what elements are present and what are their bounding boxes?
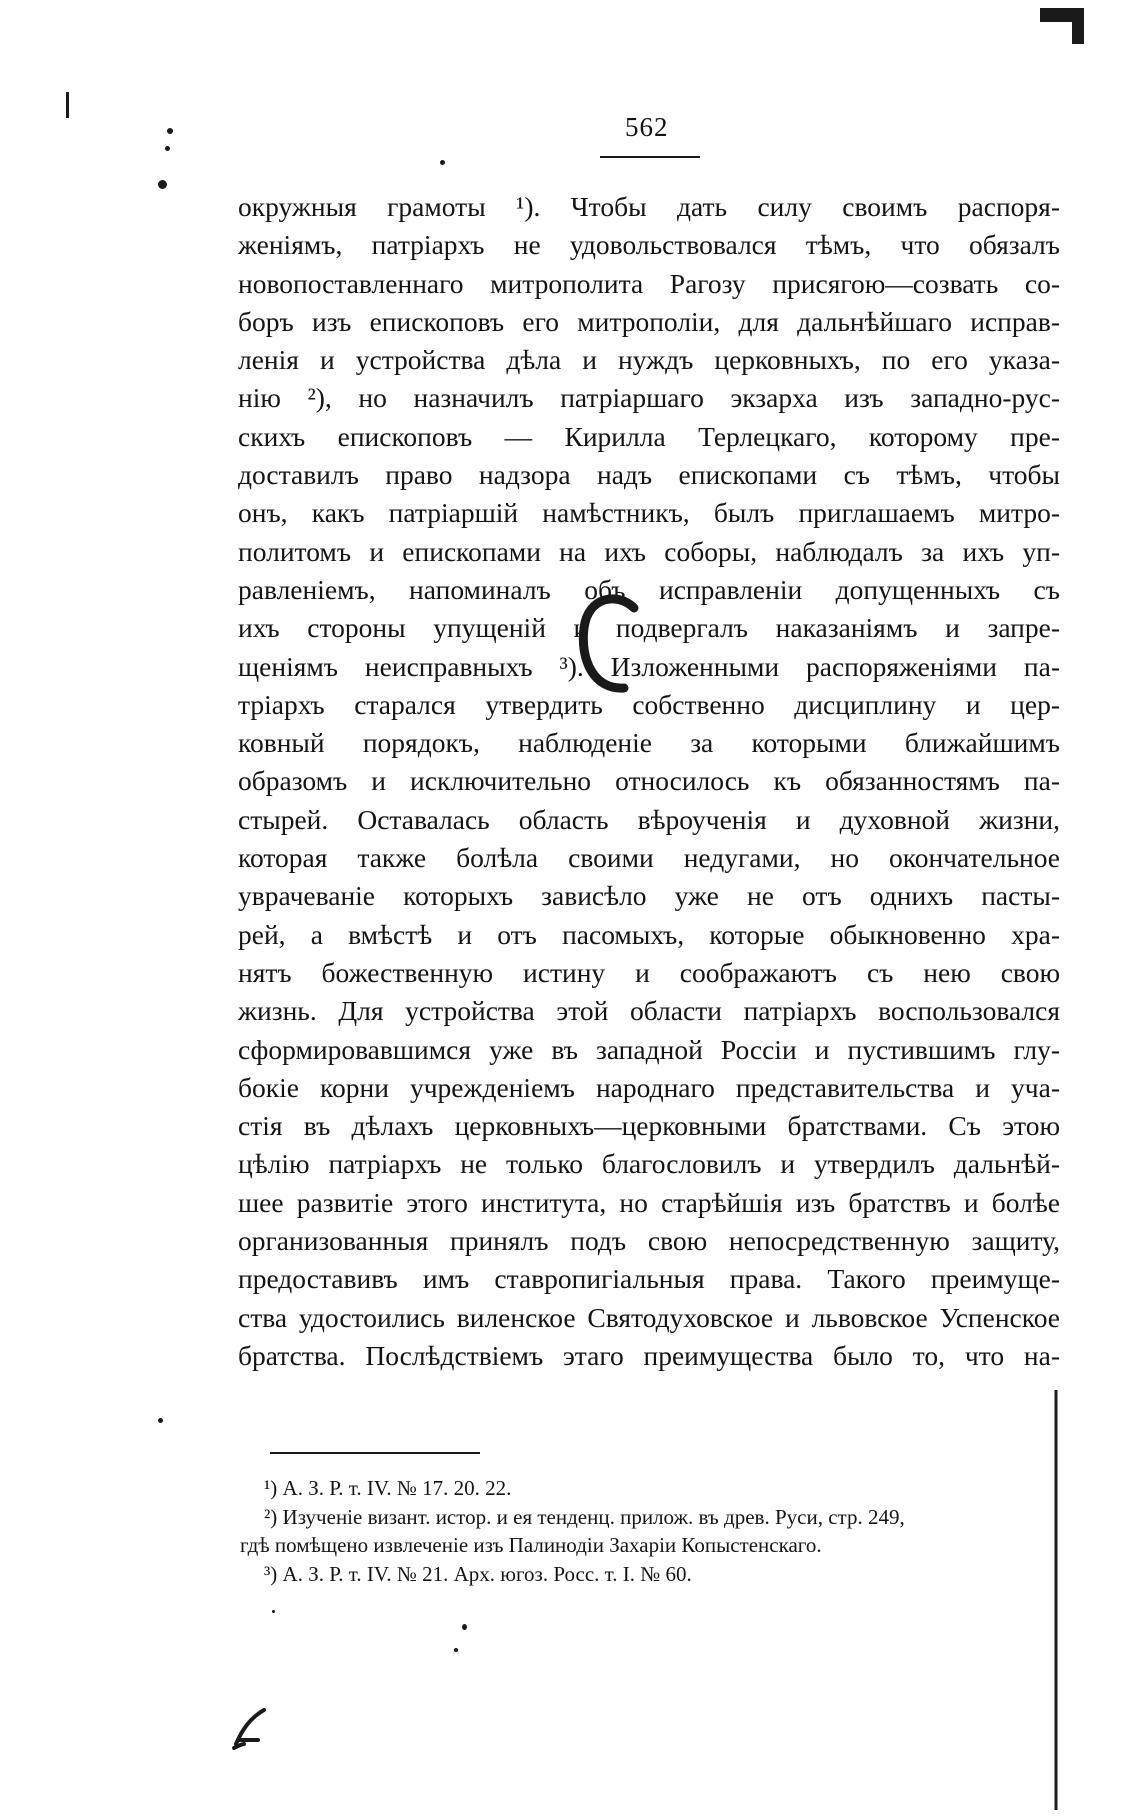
footnotes [240, 1474, 1060, 1588]
body-line: жизнь. Для устройства этой области патріархъ воспользовался [238, 995, 1060, 1027]
body-line: рей, а вмѣстѣ и отъ пасомыхъ, которые обыкновенно хра- [238, 918, 1060, 950]
body-line: щеніямъ неисправныхъ ³). Изложенными распоряженіями па- [238, 650, 1060, 682]
footnote-continuation: гдѣ помѣщено извлеченіе изъ Палинодіи Захаріи Копыстенскаго. [240, 1533, 822, 1557]
scan-corner-mark [1072, 14, 1084, 44]
scan-speck [272, 1610, 275, 1613]
body-line: онъ, какъ патріаршій намѣстникъ, былъ приглашаемъ митро- [238, 497, 1060, 529]
scan-stroke-mark [228, 1700, 278, 1752]
body-line: ства удостоились виленское Святодуховское и львовское Успенское [238, 1301, 1060, 1333]
scan-speck [165, 146, 170, 151]
footnote-rule [270, 1452, 480, 1454]
body-line: стія въ дѣлахъ церковныхъ—церковными братствами. Съ этою [238, 1110, 1060, 1142]
body-line: скихъ епископовъ — Кирилла Терлецкаго, которому пре- [238, 420, 1060, 452]
body-line: сформировавшимся уже въ западной Россіи и пустившимъ глу- [238, 1033, 1060, 1065]
body-line: боръ изъ епископовъ его митрополіи, для дальнѣйшаго исправ- [238, 305, 1060, 337]
scan-speck [158, 1418, 163, 1423]
body-line: которая также болѣла своими недугами, но окончательное [238, 842, 1060, 874]
scan-speck [454, 1648, 458, 1652]
body-line: бокіе корни учрежденіемъ народнаго представительства и уча- [238, 1071, 1060, 1103]
body-line: уврачеваніе которыхъ зависѣло уже не отъ однихъ пасты- [238, 880, 1060, 912]
body-line: доставилъ право надзора надъ епископами съ тѣмъ, чтобы [238, 459, 1060, 491]
body-line: политомъ и епископами на ихъ соборы, наблюдалъ за ихъ уп- [238, 535, 1060, 567]
body-line: окружныя грамоты ¹). Чтобы дать силу своимъ распоря- [238, 191, 1060, 222]
scan-speck [158, 180, 167, 189]
stamp-c-mark [574, 590, 644, 696]
scan-speck [440, 160, 445, 165]
body-line: нятъ божественную истину и соображаютъ съ нею свою [238, 956, 1060, 988]
body-line: образомъ и исключительно относилось къ обязанностямъ па- [238, 765, 1060, 797]
body-line: ковный порядокъ, наблюденіе за которыми ближайшимъ [238, 727, 1060, 759]
body-line: ленія и устройства дѣла и нуждъ церковныхъ, по его указа- [238, 344, 1060, 376]
body-line: шее развитіе этого института, но старѣйшія изъ братствъ и болѣе [238, 1186, 1060, 1218]
body-line: предоставивъ имъ ставропигіальныя права. Такого преимуще- [238, 1263, 1060, 1295]
vertical-bar-mark [1052, 1390, 1060, 1810]
body-line: нію ²), но назначилъ патріаршаго экзарха изъ западно-рус- [238, 382, 1060, 414]
body-text [238, 188, 1060, 1375]
body-line: организованныя принялъ подъ свою непосредственную защиту, [238, 1225, 1060, 1257]
body-line: тріархъ старался утвердить собственно дисциплину и цер- [238, 688, 1060, 720]
body-line: цѣлію патріархъ не только благословилъ и утвердилъ дальнѣй- [238, 1148, 1060, 1180]
body-line: стырей. Оставалась область вѣроученія и духовной жизни, [238, 803, 1060, 835]
body-line: женіямъ, патріархъ не удовольствовался тѣмъ, что обязалъ [238, 229, 1060, 261]
scan-speck [167, 128, 173, 134]
scan-speck [462, 1624, 467, 1630]
body-line: равленіемъ, напоминалъ объ исправленіи допущенныхъ съ [238, 573, 1060, 605]
page-number: 562 [625, 112, 669, 142]
body-line: братства. Послѣдствіемъ этаго преимущества было то, что на- [238, 1339, 1060, 1371]
page-number-rule [600, 156, 700, 158]
body-line: новопоставленнаго митрополита Рагозу присягою—созвать со- [238, 267, 1060, 299]
footnote: ¹) А. З. Р. т. IV. № 17. 20. 22. [264, 1476, 512, 1500]
footnote: ²) Изученіе визант. истор. и ея тенденц. прилож. въ древ. Руси, стр. 249, [264, 1504, 905, 1529]
footnote: ³) А. З. Р. т. IV. № 21. Арх. югоз. Росс. т. I. № 60. [264, 1561, 692, 1586]
body-line: ихъ стороны упущеній и подвергалъ наказаніямъ и запре- [238, 612, 1060, 644]
scan-edge-mark [66, 92, 69, 118]
